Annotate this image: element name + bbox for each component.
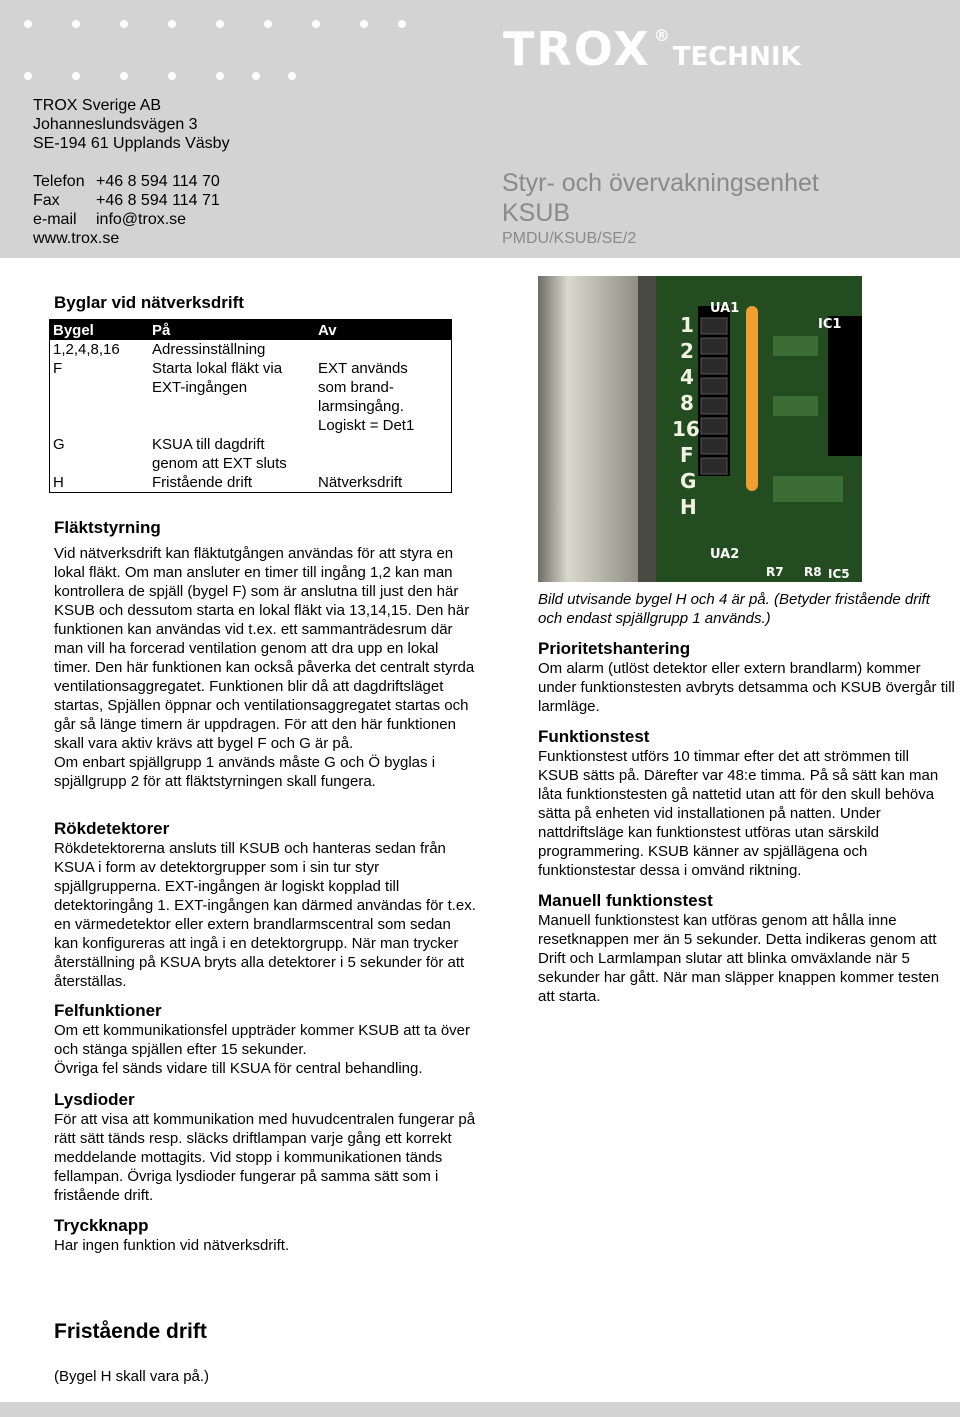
fax-value: +46 8 594 114 71 (96, 192, 220, 209)
footer-bar (0, 1402, 960, 1417)
jumper-digit: F (680, 443, 694, 467)
website-link[interactable]: www.trox.se (33, 230, 120, 247)
label-r8: R8 (804, 565, 822, 579)
push-button-text: Har ingen funktion vid nätverksdrift. (54, 1237, 290, 1254)
priority-text: Om alarm (utlöst detektor eller extern brandlarm) kommer under funktionstesten avbryts detsamma och KSUB övergår till larmläge. (538, 660, 955, 715)
paragraph: Om enbart spjällgrupp 1 används måste G och Ö byglas i spjällgrupp 2 för att fläktstyrningen skall fungera. (54, 754, 436, 790)
company-name: TROX Sverige AB (33, 97, 162, 114)
fan-control-text (54, 544, 479, 791)
paragraph: Om ett kommunikationsfel uppträder kommer KSUB att ta över och stänga spjällen efter 15 sekunder. (54, 1022, 470, 1058)
trox-technik-logo (503, 22, 801, 76)
standalone-heading: Fristående drift (54, 1320, 207, 1343)
company-city: SE-194 61 Upplands Väsby (33, 135, 230, 152)
phone-label: Telefon (33, 173, 85, 190)
smoke-detectors-text: Rökdetektorerna ansluts till KSUB och hanteras sedan från KSUA i form av detektorgrupper som i sin tur styr spjällgrupperna. EXT-ingången är logiskt kopplad till detektoringång 1. EXT-ingången kan därmed användas för t.ex. en värmedetektor eller extern brandlarmscentral som sedan kan konfigureras att ingå i en detektorgrupp. När man trycker återställning på KSUA bryts alla detektorer i 5 sekunder för att återställas. (54, 840, 476, 990)
jumper-digit: G (680, 469, 697, 493)
jumper-digit: 4 (680, 365, 694, 389)
table-row (50, 359, 452, 435)
table-cell: Nätverksdrift (318, 474, 403, 491)
table-row (50, 473, 452, 493)
phone-value: +46 8 594 114 70 (96, 173, 220, 190)
email-row (33, 210, 230, 229)
title-line-1: Styr- och övervakningsenhet (502, 169, 819, 197)
function-test-text: Funktionstest utförs 10 timmar efter det att strömmen till KSUB sätts på. Därefter var 48:e timma. På så sätt kan man låta funktionstesten gå nattetid utan att för den skull behöva sätta på enheten vid installationen på natten. Under nattdriftsläge kan funktionstest utföras utan särskild programmering. KSUB känner av spjällägena och funktionstestar dessa i omvänd riktning. (538, 748, 939, 879)
fault-functions-heading: Felfunktioner (54, 1001, 162, 1020)
email-label: e-mail (33, 211, 77, 228)
jumper-digit: 16 (672, 417, 700, 441)
table-cell: Adressinställning (152, 341, 266, 358)
logo-registered-mark: ® (653, 26, 670, 45)
manual-test-text: Manuell funktionstest kan utföras genom att hålla inne resetknappen mer än 5 sekunder. Detta indikeras genom att Drift och Larmlampan slutar att blinka omväxlande när 5 sekunder har gått. När man släpper knappen kommer testen att starta. (538, 912, 940, 1005)
manual-test-heading: Manuell funktionstest (538, 891, 713, 910)
jumper-digit: 2 (680, 339, 694, 363)
table-cell: KSUA till dagdrift genom att EXT sluts (152, 436, 287, 472)
priority-heading: Prioritetshantering (538, 639, 691, 658)
table-row (50, 435, 452, 473)
jumper-digit: H (680, 495, 697, 519)
label-ua2: UA2 (710, 547, 740, 562)
fax-label: Fax (33, 192, 60, 209)
table-cell: H (53, 474, 64, 491)
document-title (502, 168, 819, 250)
standalone-note: (Bygel H skall vara på.) (54, 1368, 210, 1385)
table-header-row (50, 320, 452, 341)
label-r7: R7 (766, 565, 784, 579)
push-button-heading: Tryckknapp (54, 1216, 149, 1235)
label-ic5: IC5 (828, 567, 850, 581)
photo-caption: Bild utvisande bygel H och 4 är på. (Betyder fristående drift och endast spjällgrupp 1 används.) (538, 591, 930, 627)
function-test-heading: Funktionstest (538, 727, 650, 746)
fan-control-heading: Fläktstyrning (54, 518, 161, 537)
circuit-board-illustration (538, 276, 862, 582)
paragraph: Övriga fel sänds vidare till KSUA för central behandling. (54, 1060, 423, 1077)
fax-row (33, 191, 230, 210)
leds-text: För att visa att kommunikation med huvudcentralen fungerar på rätt sätt tänds resp. släcks driftlampan varje gång ett korrekt meddelande mottagits. Vid stopp i kommunikationen tänds fellampan. Övriga lysdioder fungerar på samma sätt som i fristående drift. (54, 1111, 476, 1204)
company-street: Johanneslundsvägen 3 (33, 116, 198, 133)
column-header-pa: På (149, 320, 315, 341)
page-header (0, 0, 960, 258)
column-header-bygel: Bygel (50, 320, 150, 341)
email-link[interactable]: info@trox.se (96, 211, 187, 228)
company-address (33, 96, 230, 248)
phone-row (33, 172, 230, 191)
column-header-av: Av (315, 320, 452, 341)
document-code: PMDU/KSUB/SE/2 (502, 230, 637, 247)
table-cell: EXT används som brand-larmsingång. Logiskt = Det1 (318, 360, 415, 434)
leds-heading: Lysdioder (54, 1090, 135, 1109)
title-line-2: KSUB (502, 199, 571, 227)
table-cell: G (53, 436, 65, 453)
jumpers-table (49, 319, 452, 493)
table-cell: F (53, 360, 63, 377)
jumper-digit: 1 (680, 313, 694, 337)
label-ua1: UA1 (710, 301, 740, 316)
fault-functions-text (54, 1021, 484, 1078)
table-cell: Fristående drift (152, 474, 253, 491)
paragraph: Vid nätverksdrift kan fläktutgången användas för att styra en lokal fläkt. Om man ansluter en timer till ingång 1,2 kan man kontrollera de spjäll (bygel F) som är anslutna till just den här KSUB och dessutom starta en lokal fläkt via 13,14,15. Den här funktionen kan användas vid t.ex. ett sammanträdesrum där man vill ha forcerad ventilation genom att dra upp en lokal timer. Den här funktionen kan också påverka det centralt styrda ventilationsaggregatet. Funktionen blir då att dagdriftsläget startas, Spjällen öppnar och ventilationsaggregatet startas och går så länge timern är uppdragen. För att den här funktionen skall vara aktiv krävs att bygel F och G är på. (54, 545, 475, 752)
jumper-digit: 8 (680, 391, 694, 415)
table-row (50, 340, 452, 359)
jumpers-heading: Byglar vid nätverksdrift (54, 293, 244, 312)
logo-technik: TECHNIK (672, 42, 801, 72)
table-cell: 1,2,4,8,16 (53, 341, 120, 358)
table-cell (315, 340, 452, 359)
logo-trox: TROX (503, 22, 651, 76)
table-cell: Starta lokal fläkt via EXT-ingången (152, 360, 283, 396)
circuit-board-photo (538, 276, 862, 582)
smoke-detectors-heading: Rökdetektorer (54, 819, 170, 838)
label-ic1: IC1 (818, 317, 842, 332)
table-cell (315, 435, 452, 473)
